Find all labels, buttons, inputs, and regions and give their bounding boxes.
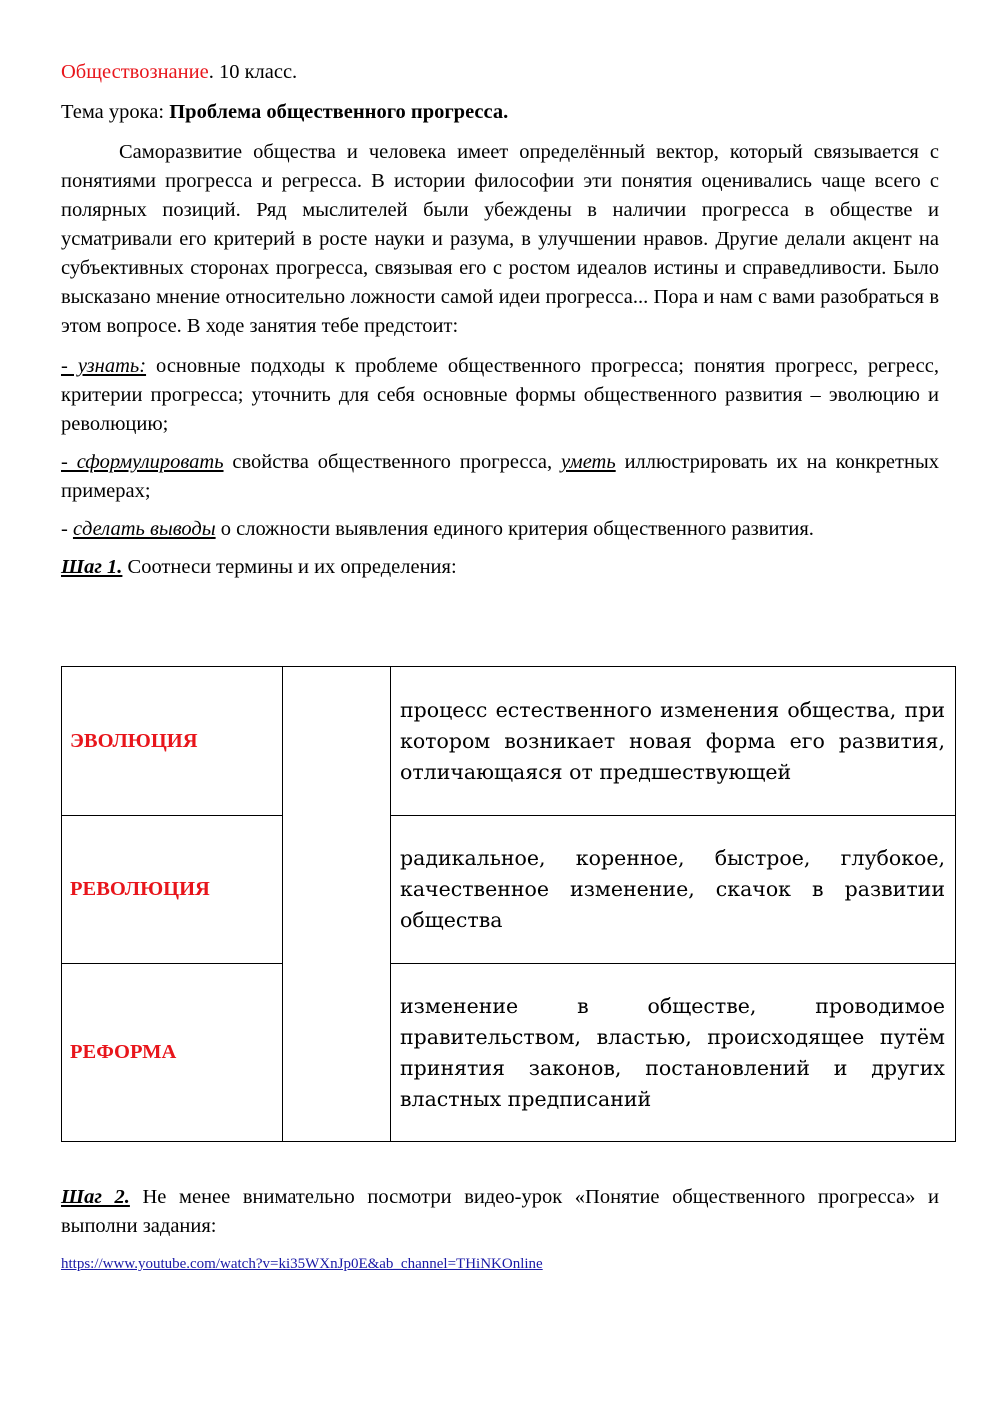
- step1-text: Соотнеси термины и их определения:: [122, 556, 457, 578]
- goal-conclude: [61, 515, 939, 544]
- definition-cell[interactable]: радикальное, коренное, быстрое, глубокое, качественное изменение, скачок в развитии общества: [391, 816, 956, 964]
- table-row: [62, 816, 956, 964]
- header-line: [61, 58, 939, 87]
- goal-learn: [61, 352, 939, 439]
- goal-formulate-verb: - сформулировать: [61, 451, 224, 473]
- term-cell[interactable]: РЕВОЛЮЦИЯ: [62, 816, 283, 964]
- goal-learn-verb: - узнать:: [61, 355, 147, 377]
- goal-formulate-text: свойства общественного прогресса,: [223, 451, 562, 473]
- intro-paragraph: Саморазвитие общества и человека имеет определённый вектор, который связывается с понятиями прогресса и регресса. В истории философии эти понятия оценивались чаще всего с полярных позиций. Ряд мыслителей были убеждены в наличии прогресса в обществе и усматривали его критерий в росте науки и разума, в улучшении нравов. Другие делали акцент на субъективных сторонах прогресса, связывая его с ростом идеалов истины и справедливости. Было высказано мнение относительно ложности самой идеи прогресса... Пора и нам с вами разобраться в этом вопросе. В ходе занятия тебе предстоит:: [61, 141, 939, 337]
- goal-able-text: иллюстрировать их на конкретных примерах;: [61, 451, 939, 502]
- goal-conclude-text: о сложности выявления единого критерия общественного развития.: [215, 518, 814, 540]
- goal-conclude-verb: сделать выводы: [72, 518, 216, 540]
- goal-learn-text: основные подходы к проблеме общественного прогресса; понятия прогресс, регресс, критерии прогресса; уточнить для себя основные формы общественного развития – эволюцию и революцию;: [61, 355, 939, 435]
- topic-title: Проблема общественного прогресса.: [169, 101, 509, 123]
- goal-able-verb: уметь: [561, 451, 616, 473]
- goal-conclude-prefix: -: [61, 518, 73, 540]
- answer-drop-zone[interactable]: [283, 667, 391, 1142]
- step1-heading: [61, 553, 939, 582]
- matching-table: [61, 666, 956, 1142]
- step2-label: Шаг 2.: [61, 1186, 130, 1208]
- table-row: [62, 667, 956, 816]
- video-link[interactable]: https://www.youtube.com/watch?v=ki35WXnJp0E&ab_channel=THiNKOnline: [61, 1256, 543, 1272]
- step1-label: Шаг 1.: [61, 556, 123, 578]
- term-cell[interactable]: ЭВОЛЮЦИЯ: [62, 667, 283, 816]
- definition-cell[interactable]: процесс естественного изменения общества, при котором возникает новая форма его развития, отличающаяся от предшествующей: [391, 667, 956, 816]
- step2-heading: [61, 1183, 939, 1241]
- topic-label: Тема урока:: [61, 101, 170, 123]
- grade-text: . 10 класс.: [208, 61, 298, 83]
- document-body: [61, 58, 939, 582]
- definition-cell[interactable]: изменение в обществе, проводимое правительством, властью, происходящее путём принятия законов, постановлений и других властных предписаний: [391, 964, 956, 1142]
- subject-name: Обществознание: [61, 61, 209, 83]
- term-cell[interactable]: РЕФОРМА: [62, 964, 283, 1142]
- goal-formulate: [61, 448, 939, 506]
- step2-text: Не менее внимательно посмотри видео-урок «Понятие общественного прогресса» и выполни задания:: [61, 1186, 939, 1237]
- table-row: [62, 964, 956, 1142]
- topic-line: [61, 98, 939, 127]
